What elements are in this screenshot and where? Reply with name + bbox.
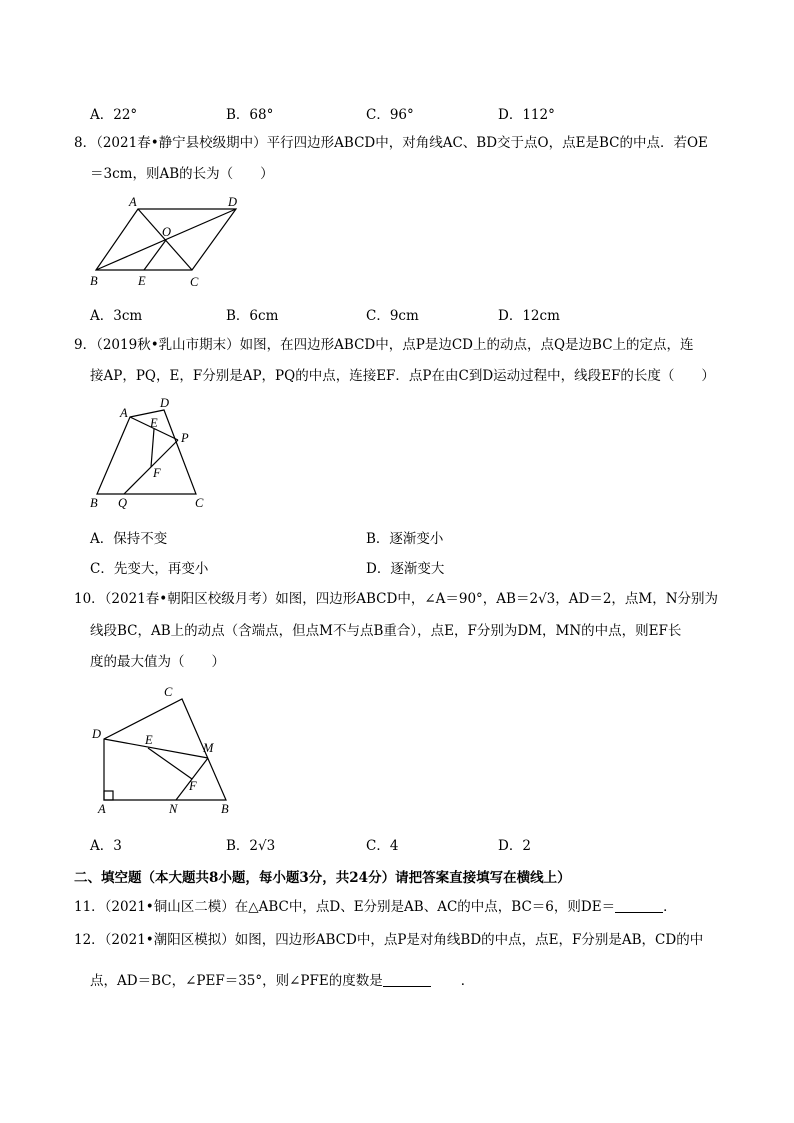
q7-option-b: B．68° — [226, 107, 274, 123]
q11-end: ． — [663, 899, 677, 915]
q9-question-line2: 接AP，PQ，E，F分别是AP，PQ的中点，连接EF．点P在由C到D运动过程中，线段EF的长度（ ） — [90, 368, 715, 384]
q8-question-line2: ＝3cm，则AB的长为（ ） — [90, 166, 274, 182]
section-2-title: 二、填空题（本大题共8小题，每小题3分，共24分）请把答案直接填写在横线上） — [74, 870, 571, 886]
q8-parallelogram-figure — [84, 192, 264, 292]
q10-question-line1: 10．（2021春•朝阳区校级月考）如图，四边形ABCD中，∠A＝90°，AB＝2√3，AD＝2，点M，N分别为 — [74, 591, 719, 607]
q8-label-a: A — [129, 195, 137, 209]
q9-label-e: E — [150, 416, 158, 430]
q10-option-b: B．2√3 — [226, 838, 276, 854]
q7-option-d: D．112° — [498, 107, 555, 123]
q8-question-line1: 8．（2021春•静宁县校级期中）平行四边形ABCD中，对角线AC、BD交于点O，点E是BC的中点．若OE — [74, 135, 708, 151]
q8-label-o: O — [162, 225, 172, 239]
q9-option-b: B．逐渐变小 — [366, 531, 444, 547]
q11-text: 11．（2021•铜山区二模）在△ABC中，点D、E分别是AB、AC的中点，BC＝6，则DE＝ — [74, 899, 616, 915]
q10-label-b: B — [221, 802, 229, 816]
q10-option-c: C．4 — [366, 838, 399, 854]
q10-option-d: D．2 — [498, 838, 531, 854]
q8-option-d: D．12cm — [498, 308, 560, 324]
q11-answer-blank[interactable] — [615, 898, 663, 913]
q9-label-b: B — [90, 496, 98, 510]
q7-option-c: C．96° — [366, 107, 414, 123]
q9-option-c: C．先变大，再变小 — [90, 561, 209, 577]
q9-label-d: D — [160, 396, 170, 410]
q12-end: ． — [460, 973, 475, 989]
q8-label-e: E — [138, 274, 146, 288]
q9-label-f: F — [153, 466, 161, 480]
q10-label-f: F — [189, 779, 197, 793]
q12-answer-blank[interactable] — [383, 972, 431, 987]
q9-option-a: A．保持不变 — [90, 531, 168, 547]
q9-label-q: Q — [118, 496, 128, 510]
q8-label-b: B — [90, 274, 98, 288]
q10-label-d: D — [92, 727, 102, 741]
q10-label-m: M — [203, 741, 214, 755]
q10-quadrilateral-figure — [84, 682, 244, 820]
q9-question-line1: 9．（2019秋•乳山市期末）如图，在四边形ABCD中，点P是边CD上的动点，点Q是边BC上的定点，连 — [74, 337, 694, 353]
q9-option-d: D．逐渐变大 — [366, 561, 445, 577]
q9-label-p: P — [181, 431, 189, 445]
q10-label-a: A — [98, 802, 106, 816]
q8-option-b: B．6cm — [226, 308, 279, 324]
q10-label-c: C — [164, 685, 173, 699]
q12-question-line1: 12．（2021•潮阳区模拟）如图，四边形ABCD中，点P是对角线BD的中点，点E，F分别是AB，CD的中 — [74, 932, 704, 948]
q7-option-a: A．22° — [90, 107, 138, 123]
q9-quadrilateral-figure — [84, 393, 224, 515]
q8-label-d: D — [228, 195, 238, 209]
q11-question — [74, 897, 677, 917]
q8-option-c: C．9cm — [366, 308, 419, 324]
q10-label-e: E — [145, 733, 153, 747]
q8-label-c: C — [190, 275, 199, 289]
q9-label-c: C — [195, 496, 204, 510]
q10-option-a: A．3 — [90, 838, 122, 854]
q8-option-a: A．3cm — [90, 308, 143, 324]
q10-label-n: N — [169, 802, 178, 816]
q10-question-line2: 线段BC，AB上的动点（含端点，但点M不与点B重合），点E，F分别为DM，MN的中点，则EF长 — [90, 623, 682, 639]
q9-label-a: A — [120, 406, 128, 420]
q12-question-line2 — [90, 971, 474, 991]
q12-text: 点，AD＝BC，∠PEF＝35°，则∠PFE的度数是 — [90, 973, 383, 989]
q10-question-line3: 度的最大值为（ ） — [90, 654, 225, 670]
